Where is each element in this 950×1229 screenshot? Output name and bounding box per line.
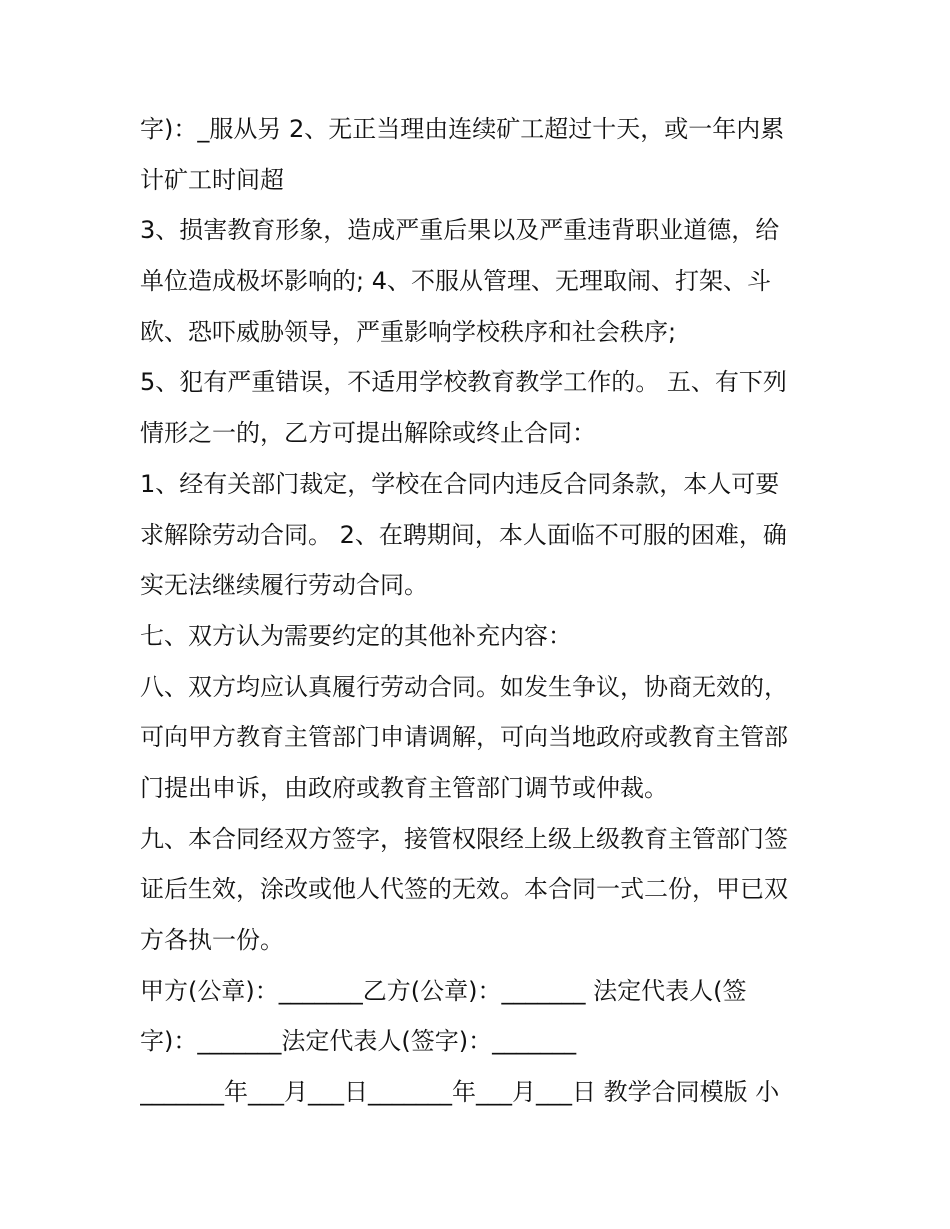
text-line: 情形之一的，乙方可提出解除或终止合同：	[140, 419, 596, 448]
text-line: 欧、恐吓威胁领导，严重影响学校秩序和社会秩序;	[140, 317, 677, 346]
text-line: 实无法继续履行劳动合同。	[140, 571, 428, 600]
text-line: 八、双方均应认真履行劳动合同。如发生争议，协商无效的，	[140, 672, 788, 701]
text-line: 九、本合同经双方签字，接管权限经上级上级教育主管部门签	[140, 824, 788, 853]
signature-line: 字)：_______法定代表人(签字)：_______	[140, 1027, 577, 1056]
contract-text	[140, 104, 830, 1118]
text-line: 求解除劳动合同。 2、在聘期间，本人面临不可服的困难，确	[140, 520, 787, 549]
signature-line: 甲方(公章)：_______乙方(公章)：_______ 法定代表人(签	[140, 976, 747, 1005]
text-line: 计矿工时间超	[140, 165, 284, 194]
text-line: 证后生效，涂改或他人代签的无效。本合同一式二份，甲已双	[140, 875, 788, 904]
date-line: _______年___月___日_______年___月___日 教学合同模版 小	[140, 1078, 780, 1107]
text-line: 字)：_服从另 2、无正当理由连续矿工超过十天，或一年内累	[140, 115, 785, 143]
text-line: 3、损害教育形象，造成严重后果以及严重违背职业道德，给	[140, 216, 780, 245]
text-line: 方各执一份。	[140, 926, 284, 954]
text-line: 5、犯有严重错误，不适用学校教育教学工作的。 五、有下列	[140, 368, 787, 397]
text-line: 门提出申诉，由政府或教育主管部门调节或仲裁。	[140, 773, 668, 802]
text-line: 1、经有关部门裁定，学校在合同内违反合同条款，本人可要	[140, 469, 780, 498]
text-line: 单位造成极坏影响的; 4、不服从管理、无理取闹、打架、斗	[140, 267, 771, 296]
text-line: 七、双方认为需要约定的其他补充内容：	[140, 621, 572, 650]
text-line: 可向甲方教育主管部门申请调解，可向当地政府或教育主管部	[140, 723, 788, 752]
